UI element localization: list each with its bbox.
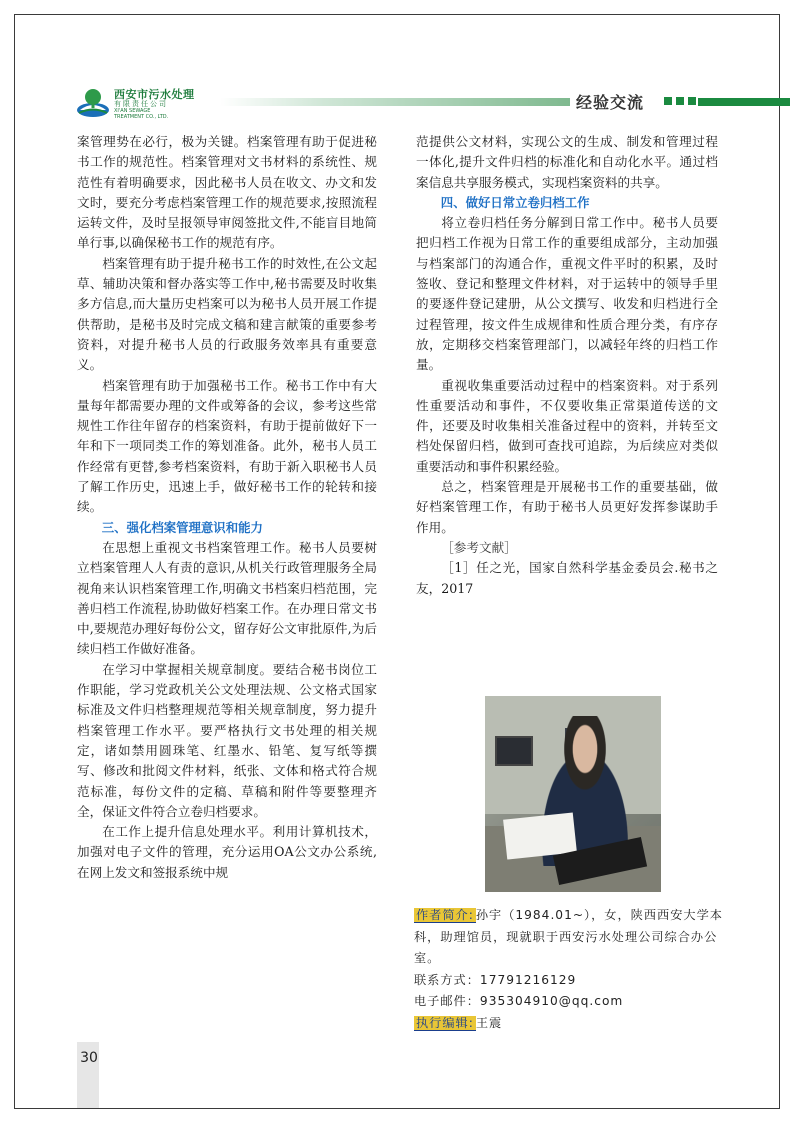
- editor-name: 王震: [475, 1015, 503, 1030]
- paragraph: 在工作上提升信息处理水平。利用计算机技术，加强对电子文件的管理，充分运用OA公文办公系统,在网上发文和签报系统中规: [77, 824, 377, 880]
- paragraph: 将立卷归档任务分解到日常工作中。秘书人员要把归档工作视为日常工作的重要组成部分，主动加强与档案部门的沟通合作，重视文件平时的积累，及时签收、登记和整理文件材料，对于运转中的领导手里的要逐件登记建册，从公文撰写、收发和归档进行全过程管理，按文件生成规律和性质合理分类，有序存放，定期移交档案管理部门，以减轻年终的归档工作量。: [416, 215, 718, 373]
- author-contact: 联系方式：17791216129: [414, 972, 577, 987]
- paragraph: 案管理势在必行，极为关键。档案管理有助于促进秘书工作的规范性。档案管理对文书材料的系统性、规范性有着明确要求，因此秘书人员在收文、办文和发文时，要充分考虑档案管理工作的规范要求,按照流程运转文件，及时呈报领导审阅签批文件,不能盲目地简单行事,以确保秘书工作的规范有序。: [77, 134, 377, 251]
- header-accent-bar: [698, 98, 790, 106]
- paragraph: 档案管理有助于加强秘书工作。秘书工作中有大量每年都需要办理的文件或筹备的会议，参考这些常规性工作往年留存的档案资料，有助于提前做好下一年和下一项同类工作的筹划准备。此外，秘书人员工作经常有更替,参考档案资料，有助于新入职秘书人员了解工作历史，迅速上手，做好秘书工作的轮转和接续。: [77, 377, 377, 515]
- section-title: 经验交流: [576, 93, 645, 112]
- paragraph: 档案管理有助于提升秘书工作的时效性,在公文起草、辅助决策和督办落实等工作中,秘书需要及时收集多方信息,而大量历史档案可以为秘书人员开展工作提供帮助，是秘书及时完成文稿和建言献策的重要参考资料，对提升秘书人员的行政服务效率具有重要意义。: [77, 255, 377, 373]
- header-square-1: [664, 97, 672, 105]
- paragraph: 重视收集重要活动过程中的档案资料。对于系列性重要活动和事件，不仅要收集正常渠道传送的文件，还要及时收集相关准备过程中的资料，并转至文档处保留归档，做到可查找可追踪，为后续应对类似重要活动和事件积累经验。: [416, 377, 718, 474]
- author-info: [414, 905, 724, 1034]
- paragraph: 在思想上重视文书档案管理工作。秘书人员要树立档案管理人人有责的意识,从机关行政管理服务全局视角来认识档案管理工作,明确文书档案归档范围，完善归档工作流程,协助做好档案工作。在办理日常文书中,要规范办理好每份公文，留存好公文审批原件,为后续归档工作做好准备。: [77, 539, 377, 657]
- section-heading: 四、做好日常立卷归档工作: [440, 194, 590, 210]
- logo-org-name: 西安市污水处理: [114, 88, 195, 101]
- paragraph: 范提供公文材料，实现公文的生成、制发和管理过程一体化,提升文件归档的标准化和自动化水平。通过档案信息共享服务模式，实现档案资料的共享。: [416, 134, 718, 190]
- logo-org-suffix: 有限责任公司: [114, 100, 168, 108]
- header-square-2: [676, 97, 684, 105]
- left-column: [77, 132, 377, 883]
- author-email: 电子邮件：935304910@qq.com: [414, 994, 624, 1008]
- author-intro-text: 孙宇（1984.01~），女，陕西西安大学本科，助理馆员，现就职于西安污水处理公司综合办公室。: [414, 908, 723, 965]
- references-label: ［参考文献］: [441, 539, 517, 555]
- page-header: [70, 84, 790, 124]
- paragraph: 在学习中掌握相关规章制度。要结合秘书岗位工作职能，学习党政机关公文处理法规、公文格式国家标准及文件归档整理规范等相关规章制度，努力提升档案管理工作水平。要严格执行文书处理的相关规定，诸如禁用圆珠笔、红墨水、铅笔、复写纸等撰写、修改和批阅文件材料，纸张、文体和格式符合规范标准，每份文件的定稿、草稿和附件等要整理齐全，保证文件符合立卷归档要求。: [77, 661, 377, 819]
- section-heading: 三、强化档案管理意识和能力: [101, 519, 263, 535]
- reference-item: ［1］任之光，国家自然科学基金委员会.秘书之友，2017: [416, 560, 718, 596]
- editor-tag: 执行编辑:: [416, 1015, 474, 1030]
- paragraph: 总之，档案管理是开展秘书工作的重要基础，做好档案管理工作，有助于秘书人员更好发挥参谋助手作用。: [416, 479, 718, 535]
- header-square-3: [688, 97, 696, 105]
- author-photo: [485, 696, 661, 892]
- logo-icon: [76, 86, 110, 120]
- header-gradient-bar: [220, 98, 570, 106]
- page-number: 30: [80, 1050, 98, 1066]
- author-intro-tag: 作者简介:: [416, 908, 474, 922]
- company-logo: [76, 84, 226, 124]
- logo-org-english: XI'AN SEWAGE TREATMENT CO., LTD.: [114, 108, 169, 120]
- right-column: [416, 132, 718, 599]
